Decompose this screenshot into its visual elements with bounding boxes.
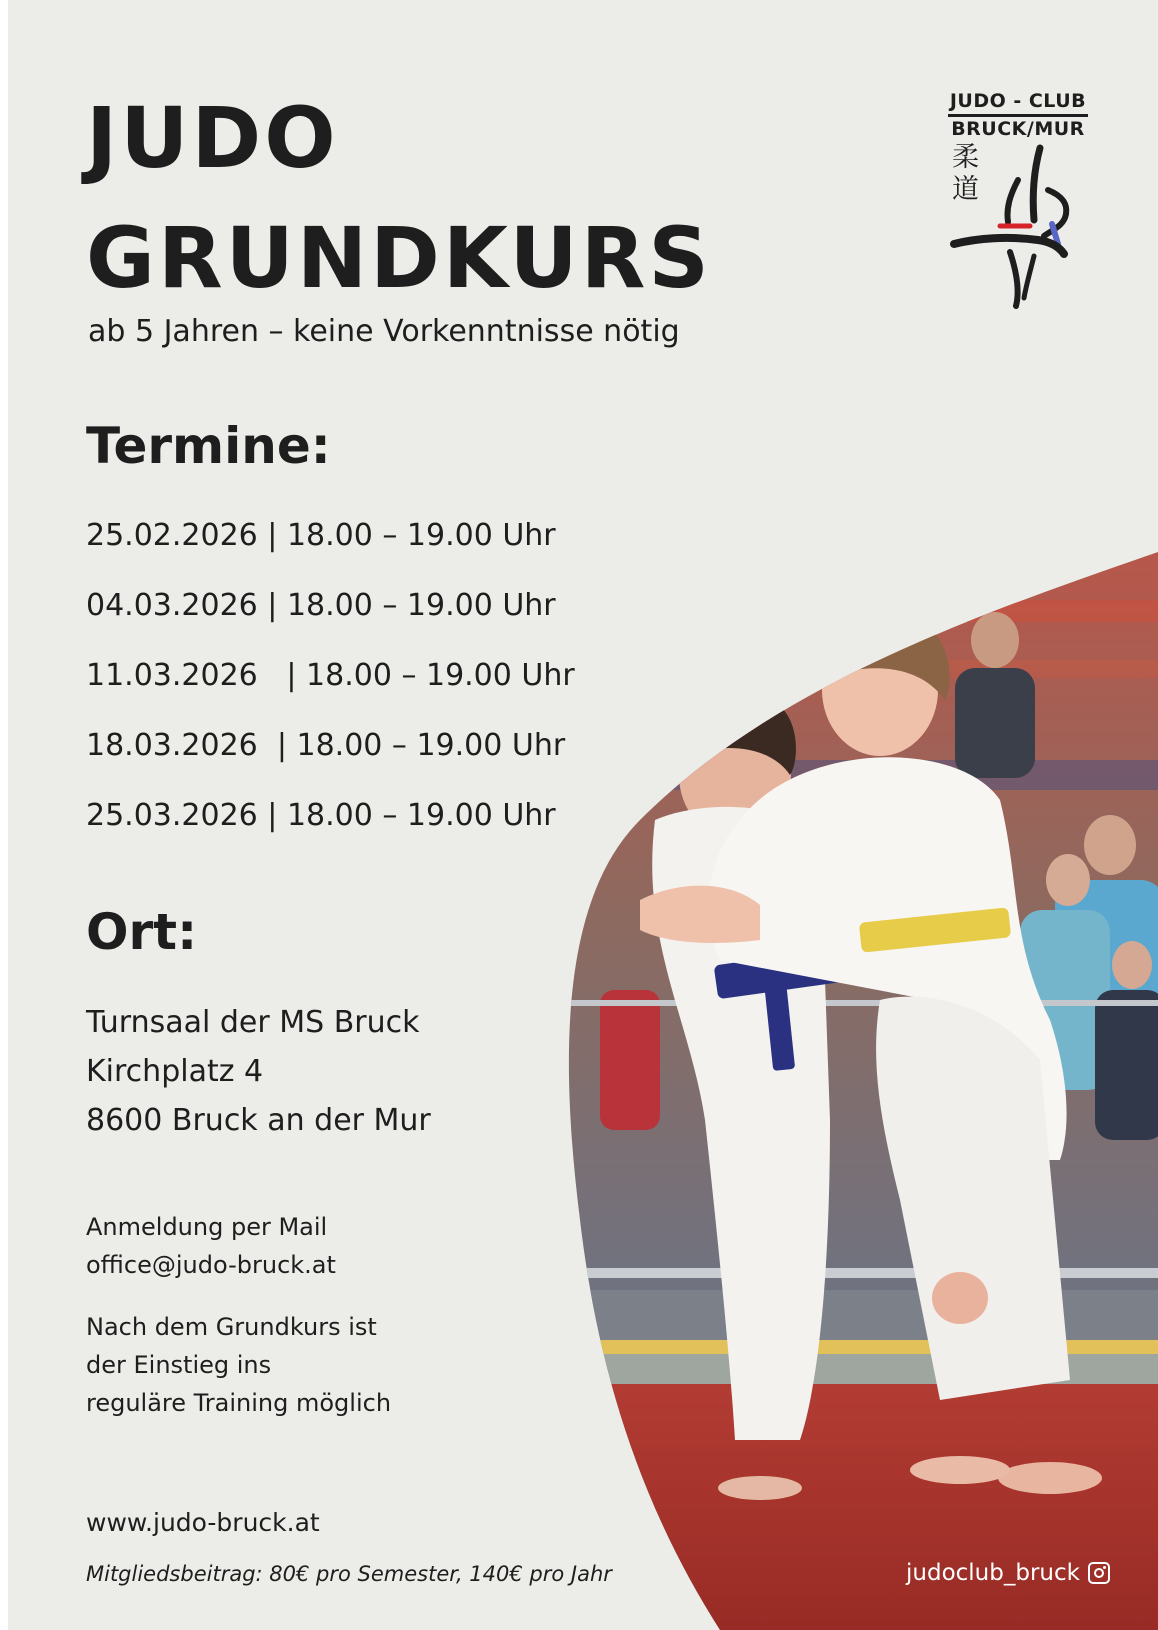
logo-line-2: BRUCK/MUR [951,118,1085,140]
address [86,998,431,1145]
training-line: Nach dem Grundkurs ist [86,1313,377,1341]
date-item: 18.03.2026 | 18.00 – 19.00 Uhr [86,728,566,763]
membership-fee: Mitgliedsbeitrag: 80€ pro Semester, 140€ pro Jahr [86,1562,612,1586]
logo-line-1: JUDO - CLUB [949,90,1087,112]
date-item: 25.02.2026 | 18.00 – 19.00 Uhr [86,518,556,553]
date-item: 04.03.2026 | 18.00 – 19.00 Uhr [86,588,556,623]
registration-email[interactable]: office@judo-bruck.at [86,1251,336,1279]
address-line: Kirchplatz 4 [86,1054,264,1089]
website-link[interactable]: www.judo-bruck.at [86,1508,320,1537]
address-line: Turnsaal der MS Bruck [86,1005,420,1040]
registration-info [86,1208,336,1284]
date-item: 11.03.2026 | 18.00 – 19.00 Uhr [86,658,575,693]
instagram-handle[interactable] [906,1558,1110,1588]
registration-label: Anmeldung per Mail [86,1213,328,1241]
judoka-figure-icon [948,140,1088,310]
termine-heading: Termine: [86,417,331,475]
subtitle: ab 5 Jahren – keine Vorkenntnisse nötig [88,314,680,349]
training-line: reguläre Training möglich [86,1389,392,1417]
training-line: der Einstieg ins [86,1351,272,1379]
training-info [86,1308,391,1422]
kanji-ju: 柔 [952,142,979,173]
instagram-icon [1088,1562,1110,1584]
title-line-1: JUDO [86,89,339,187]
date-item: 25.03.2026 | 18.00 – 19.00 Uhr [86,798,556,833]
address-line: 8600 Bruck an der Mur [86,1103,431,1138]
ort-heading: Ort: [86,903,198,961]
club-logo [948,90,1088,205]
instagram-handle-text: judoclub_bruck [906,1560,1080,1586]
page-title [86,78,712,318]
title-line-2: GRUNDKURS [86,209,712,307]
date-list [86,516,575,866]
logo-divider [948,114,1088,117]
kanji-do: 道 [952,174,979,205]
